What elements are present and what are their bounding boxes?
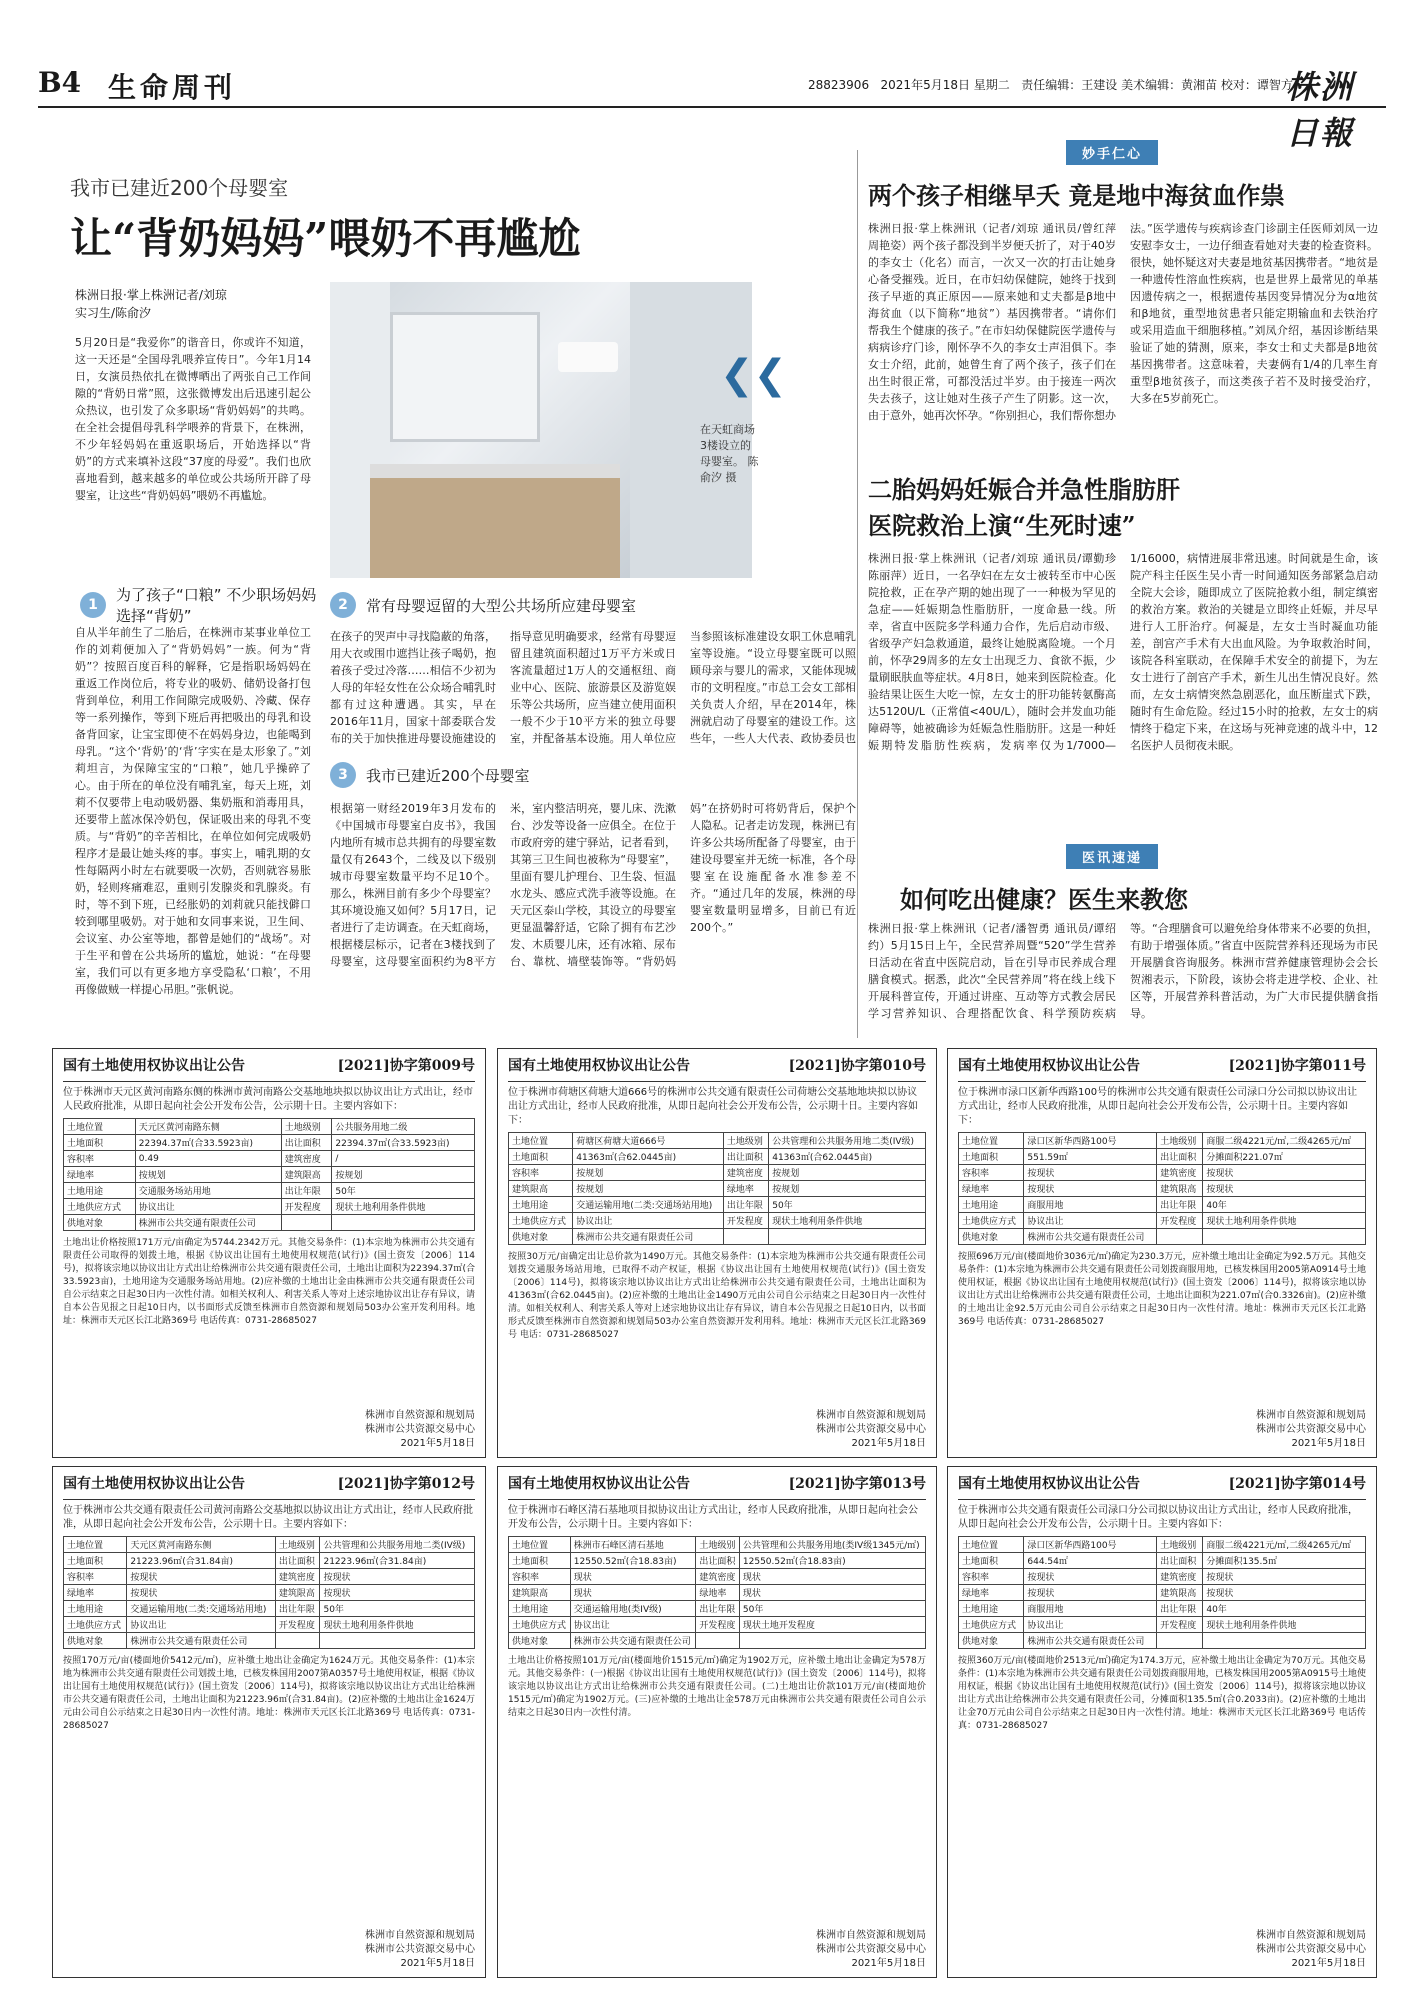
notice-cell: 绿地率: [64, 1585, 127, 1601]
notice-row: [959, 1601, 1366, 1617]
notice-row: [509, 1133, 926, 1149]
notice-cell: 41363㎡(合62.0445亩): [769, 1149, 926, 1165]
notice-cell: 株洲市公共交通有限责任公司: [570, 1633, 696, 1649]
notice-row: [64, 1151, 475, 1167]
story4-headline: 如何吃出健康？医生来教您: [900, 885, 1188, 914]
notice-cell: 土地位置: [509, 1133, 573, 1149]
notice-row: [64, 1119, 475, 1135]
issue-date: 2021年5月18日 星期二: [880, 78, 1010, 92]
notice-cell: 渌口区新华西路100号: [1024, 1537, 1157, 1553]
subhead-3: 3 我市已建近200个母婴室: [330, 762, 530, 788]
column-divider: [857, 150, 858, 1038]
notice-cell: 土地面积: [64, 1135, 136, 1151]
number-badge-icon: 3: [330, 762, 356, 788]
notice-cell: 商服用地: [1024, 1601, 1157, 1617]
number-badge-icon: 1: [80, 592, 106, 618]
notice-signature: 株洲市自然资源和规划局 株洲市公共资源交易中心 2021年5月18日: [816, 1930, 926, 1969]
notice-cell: 株洲市公共交通有限责任公司: [573, 1229, 724, 1245]
notice-row: [959, 1197, 1366, 1213]
notice-cell: 建筑限高: [509, 1585, 571, 1601]
notice-cell: 出让面积: [275, 1553, 320, 1569]
notice-cell: 建筑密度: [1157, 1569, 1203, 1585]
story4-body: 株洲日报·掌上株洲讯（记者/潘智勇 通讯员/谭绍约）5月15日上午，全民营养周暨“520”学生营养日活动在省直中医院启动，旨在引导市民养成合理膳食模式。据悉，此次“全民营养周”将在线上线下开展科普宣传，开通过讲座、互动等方式教会居民学习营养知识、合理搭配饮食、科学预防疾病等。“合理膳食可以避免给身体带来不必要的负担，有助于增强体质。”省直中医院营养科还现场为市民开展膳食咨询服务。株洲市营养健康管理协会会长贺湘表示，下阶段，该协会将走进学校、企业、社区等，开展营养科普活动，为广大市民提供膳食指导。: [868, 922, 1378, 1020]
notice-cell: 建筑限高: [281, 1167, 332, 1183]
notice-row: [509, 1165, 926, 1181]
notice-row: [509, 1229, 926, 1245]
notice-cell: 建筑密度: [1157, 1165, 1203, 1181]
notice-signature: 株洲市自然资源和规划局 株洲市公共资源交易中心 2021年5月18日: [365, 1410, 475, 1449]
notice-cell: 交通运输用地(类IV级): [570, 1601, 696, 1617]
story3-body: 株洲日报·掌上株洲讯（记者/刘琼 通讯员/谭勤珍 陈丽萍）近日，一名孕妇在左女士被转至市中心医院抢救，正在孕产期的她出现了一一种极为罕见的急症——妊娠期急性脂肪肝，一度命悬一线。所幸，省直中医院多学科通力合作，先后启动市级、省级孕产妇急救通道，最终让她脱离险境。一个月前，怀孕29周多的左女士出现乏力、食欲不振，少量刷眠肤血等症状。4月8日，她来到医院检查。化验结果让医生大吃一惊，左女士的肝功能转氨酶高达5120U/L（正常值<40U/L），随时会并发血功能障碍等，她被确诊为妊娠急性脂肪肝。这是一种妊娠期特发脂肪性疾病，发病率仅为1/7000—1/16000，病情进展非常迅速。时间就是生命，该院产科主任医生吴小青一时间通知医务部紧急启动全院大会诊，随即成立了医院抢救小组，制定缜密的救治方案。救治的关键是立即终止妊娠，并尽早进行人工肝治疗。何凝是，左女士当时凝血功能差，剖宫产手术有大出血风险。为争取救治时间，该院各科室联动，在保障手术安全的前提下，为左女士进行了剖宫产手术，新生儿出生情况良好。然而，左女士病情突然急剧恶化，血压断崖式下跌，随时有生命危险。经过15小时的抢救，左女士的病情终于稳定下来，在这场与死神竞速的战斗中，12名医护人员彻夜未眠。: [868, 552, 1378, 752]
notice-title: 国有土地使用权协议出让公告: [63, 1476, 245, 1492]
notice-cell: [281, 1215, 332, 1231]
notice-title: 国有土地使用权协议出让公告: [958, 1476, 1140, 1492]
notice-code: [2021]协字第010号: [788, 1058, 926, 1074]
notice-cell: 容积率: [959, 1569, 1024, 1585]
notice-signature: 株洲市自然资源和规划局 株洲市公共资源交易中心 2021年5月18日: [365, 1930, 475, 1969]
land-notice-2: [497, 1048, 937, 1458]
notice-cell: 现状土地开发程度: [739, 1617, 925, 1633]
notice-row: [959, 1633, 1366, 1649]
notice-title-bar: [958, 1055, 1366, 1082]
notice-cell: 土地面积: [509, 1149, 573, 1165]
notice-cell: 现状: [739, 1585, 925, 1601]
notice-cell: 土地用途: [509, 1601, 571, 1617]
notice-cell: 建筑密度: [723, 1165, 768, 1181]
notice-cell: 土地位置: [509, 1537, 571, 1553]
notice-cell: 按现状: [1203, 1569, 1366, 1585]
notice-cell: 建筑限高: [509, 1181, 573, 1197]
notice-cell: 绿地率: [64, 1167, 136, 1183]
notice-cell: 土地面积: [959, 1149, 1024, 1165]
notice-row: [509, 1537, 926, 1553]
notice-cell: 现状土地利用条件供地: [320, 1617, 475, 1633]
notice-cell: 按现状: [320, 1569, 475, 1585]
notice-cell: 按现状: [1203, 1585, 1366, 1601]
lead-kicker: 我市已建近200个母婴室: [70, 176, 289, 200]
notice-cell: 按现状: [320, 1585, 475, 1601]
notice-cell: 12550.52㎡(合18.83亩): [570, 1553, 696, 1569]
notice-cell: 株洲市公共交通有限责任公司: [135, 1215, 281, 1231]
notice-cell: 现状土地利用条件供地: [1203, 1213, 1366, 1229]
notice-cell: 50年: [332, 1183, 475, 1199]
notice-row: [959, 1553, 1366, 1569]
notice-cell: 土地级别: [1157, 1537, 1203, 1553]
notice-cell: 公共管理和公共服务用地二类(IV级): [320, 1537, 475, 1553]
notice-cell: 土地供应方式: [64, 1199, 136, 1215]
notice-table: [63, 1118, 475, 1231]
notice-cell: 株洲市石峰区清石基地: [570, 1537, 696, 1553]
notice-cell: 绿地率: [696, 1585, 740, 1601]
notice-cell: 按现状: [1203, 1165, 1366, 1181]
notice-row: [64, 1183, 475, 1199]
notice-table: [958, 1132, 1366, 1245]
notice-cell: [696, 1633, 740, 1649]
notice-cell: 出让面积: [1157, 1149, 1203, 1165]
notice-row: [509, 1569, 926, 1585]
notice-cell: 41363㎡(合62.0445亩): [573, 1149, 724, 1165]
notice-cell: [320, 1633, 475, 1649]
notice-signature: 株洲市自然资源和规划局 株洲市公共资源交易中心 2021年5月18日: [1256, 1410, 1366, 1449]
notice-cell: 商服用地: [1024, 1197, 1157, 1213]
notice-row: [64, 1569, 475, 1585]
notice-cell: 供地对象: [509, 1229, 573, 1245]
notice-cell: 出让面积: [696, 1553, 740, 1569]
subhead-1: 1 为了孩子“口粮” 不少职场妈妈选择“背奶”: [80, 584, 320, 626]
notice-row: [959, 1133, 1366, 1149]
notice-table: [508, 1536, 926, 1649]
notice-signature: 株洲市自然资源和规划局 株洲市公共资源交易中心 2021年5月18日: [1256, 1930, 1366, 1969]
notice-cell: 出让面积: [281, 1135, 332, 1151]
notice-row: [959, 1569, 1366, 1585]
notice-cell: 12550.52㎡(合18.83亩): [739, 1553, 925, 1569]
notice-cell: 土地位置: [64, 1537, 127, 1553]
notice-body: 按照170万元/亩(楼面地价5412元/㎡)，应补缴土地出让金确定为1624万元。其他交易条件：(1)本宗地为株洲市公共交通有限责任公司划拨土地，已核发株国用2007第A0357号土地使用权证，根据《协议出让国有土地使用权规范(试行)》(国土资发〔2006〕114号)，拟将该宗地以协议出让方式出让给株洲市公共交通有限责任公司，土地出让面积为21223.96㎡(合31.84亩)。(2)应补缴的土地出让金1624万元由公司自公示结束之日起30日内一次性付清。地址：株洲市天元区长江北路369号 电话传真：0731-28685027: [63, 1656, 475, 1731]
notice-cell: 出让年限: [696, 1601, 740, 1617]
notice-table: [63, 1536, 475, 1649]
notice-cell: 供地对象: [64, 1215, 136, 1231]
number-badge-icon: 2: [330, 592, 356, 618]
notice-cell: 按现状: [127, 1569, 276, 1585]
notice-cell: 协议出让: [127, 1617, 276, 1633]
notice-cell: [275, 1633, 320, 1649]
notice-cell: 现状: [570, 1585, 696, 1601]
page-header: [38, 60, 1386, 152]
land-notice-4: [52, 1466, 486, 1978]
notice-cell: 渌口区新华西路100号: [1024, 1133, 1157, 1149]
notice-cell: 土地级别: [281, 1119, 332, 1135]
notice-table: [508, 1132, 926, 1245]
notice-code: [2021]协字第013号: [788, 1476, 926, 1492]
notice-cell: 土地级别: [1157, 1133, 1203, 1149]
notice-intro: 位于株洲市天元区黄河南路东侧的株洲市黄河南路公交基地地块拟以协议出让方式出让，经市人民政府批准，从即日起向社会公开发布公告，公示期十日。主要内容如下：: [63, 1087, 473, 1112]
notice-cell: [723, 1229, 768, 1245]
notice-cell: 按规划: [573, 1165, 724, 1181]
notice-cell: 按现状: [1024, 1585, 1157, 1601]
notice-cell: 现状土地利用条件供地: [1203, 1617, 1366, 1633]
notice-cell: 551.59㎡: [1024, 1149, 1157, 1165]
notice-cell: 0.49: [135, 1151, 281, 1167]
notice-cell: 容积率: [509, 1569, 571, 1585]
notice-cell: 容积率: [64, 1151, 136, 1167]
notice-row: [959, 1537, 1366, 1553]
notice-cell: 土地用途: [64, 1183, 136, 1199]
notice-cell: 土地用途: [64, 1601, 127, 1617]
notice-cell: [1157, 1229, 1203, 1245]
notice-code: [2021]协字第009号: [337, 1058, 475, 1074]
notice-row: [64, 1585, 475, 1601]
lead-col-b: 在孩子的哭声中寻找隐蔽的角落，用大衣或围巾遮挡让孩子喝奶，抱着孩子受过冷落……相信不少初为人母的年轻女性在公众场合哺乳时都有过这种遭遇。其实，早在2016年11月，国家十部委联合发布的关于加快推进母婴设施建设的指导意见明确要求，经常有母婴逗留且建筑面积超过1万平方米或日客流量超过1万人的交通枢纽、商业中心、医院、旅游景区及游览娱乐等公共场所，应当建立使用面积一般不少于10平方米的独立母婴室，并配备基本设施。用人单位应当参照该标准建设女职工休息哺乳室等设施。“设立母婴室既可以照顾母亲与婴儿的需求，又能体现城市的文明程度。”市总工会女工部相关负责人介绍，早在2014年，株洲就启动了母婴室的建设工作。这些年，一些人大代表、政协委员也: [330, 630, 856, 745]
notice-row: [959, 1149, 1366, 1165]
notice-cell: 按规划: [135, 1167, 281, 1183]
notice-title-bar: [63, 1055, 475, 1082]
notice-row: [64, 1199, 475, 1215]
notice-row: [64, 1553, 475, 1569]
notice-cell: 协议出让: [1024, 1617, 1157, 1633]
notice-cell: 按现状: [127, 1585, 276, 1601]
notice-cell: 供地对象: [509, 1633, 571, 1649]
notice-row: [509, 1197, 926, 1213]
notice-cell: 容积率: [64, 1569, 127, 1585]
notice-cell: [1203, 1229, 1366, 1245]
section-tag: 妙手仁心: [1066, 140, 1158, 165]
story2-headline: 两个孩子相继早夭 竟是地中海贫血作祟: [868, 181, 1285, 210]
story3-headline-1: 二胎妈妈妊娠合并急性脂肪肝: [868, 475, 1180, 504]
notice-cell: 容积率: [959, 1165, 1024, 1181]
notice-cell: 土地位置: [64, 1119, 136, 1135]
notice-row: [509, 1213, 926, 1229]
notice-cell: 株洲市公共交通有限责任公司: [127, 1633, 276, 1649]
notice-code: [2021]协字第014号: [1228, 1476, 1366, 1492]
notice-cell: 40年: [1203, 1197, 1366, 1213]
notice-cell: 50年: [769, 1197, 926, 1213]
notice-cell: 按现状: [1024, 1569, 1157, 1585]
notice-body: 土地出让价格按照101万元/亩(楼面地价1515元/㎡)确定为1902万元，应补缴土地出让金确定为578万元。其他交易条件：(一)根据《协议出让国有土地使用权规范(试行)》(国土资发〔2006〕114号)，拟将该宗地以协议出让方式出让给株洲市公共交通有限责任公司。(二)土地出让价款101万元/亩(楼面地价1515元/㎡)确定为1902万元。(三)应补缴的土地出让金578万元由株洲市公共交通有限责任公司自公示结束之日起30日内一次性付清。: [508, 1656, 926, 1718]
notice-cell: 按规划: [332, 1167, 475, 1183]
notice-cell: 土地面积: [64, 1553, 127, 1569]
notice-body: 按照30万元/亩确定出让总价款为1490万元。其他交易条件：(1)本宗地为株洲市公共交通有限责任公司划拨交通服务场站用地，已取得不动产权证，根据《协议出让国有土地使用权规范(试行)》(国土资发〔2006〕114号)，拟将该宗地以协议出让方式出让给株洲市公共交通有限责任公司，土地出让面积为41363㎡(合62.0445亩)。(2)应补缴的土地出让金1490万元由公司自公示结束之日起30日内一次性付清。如相关权利人、利害关系人等对上述宗地协议出让存有异议，请自本公告见报之日起10日内，以书面形式反馈至株洲市自然资源和规划局503办公室自然资源开发利用科。地址：株洲市天元区长江北路369号 电话：0731-28685027: [508, 1252, 926, 1340]
notice-row: [509, 1617, 926, 1633]
notice-cell: 供地对象: [959, 1229, 1024, 1245]
notice-cell: 株洲市公共交通有限责任公司: [1024, 1633, 1157, 1649]
notice-row: [64, 1633, 475, 1649]
notice-cell: 公共服务用地二级: [332, 1119, 475, 1135]
notice-cell: 现状: [570, 1569, 696, 1585]
notice-row: [509, 1585, 926, 1601]
subhead-2: 2 常有母婴逗留的大型公共场所应建母婴室: [330, 592, 636, 618]
notice-cell: 50年: [320, 1601, 475, 1617]
notice-cell: 商服二级4221元/㎡,二级4265元/㎡: [1203, 1537, 1366, 1553]
notice-cell: 土地级别: [723, 1133, 768, 1149]
notice-body: 按照360万元/亩(楼面地价2513元/㎡)确定为174.3万元，应补缴土地出让金确定为70万元。其他交易条件：(1)本宗地为株洲市公共交通有限责任公司划拨商服用地，已核发株国用2005第A0915号土地使用权证，根据《协议出让国有土地使用权规范(试行)》(国土资发〔2006〕114号)，拟将该宗地以协议出让方式出让给株洲市公共交通有限责任公司，分摊面积135.5㎡(合0.2033亩)。(2)应补缴的土地出让金70万元由公司自公示结束之日起30日内一次性付清。地址：株洲市天元区长江北路369号 电话传真：0731-28685027: [958, 1656, 1366, 1731]
notice-row: [509, 1149, 926, 1165]
notice-cell: 协议出让: [573, 1213, 724, 1229]
notice-row: [64, 1167, 475, 1183]
notice-code: [2021]协字第012号: [337, 1476, 475, 1492]
notice-cell: 开发程度: [723, 1213, 768, 1229]
notice-table: [958, 1536, 1366, 1649]
newspaper-logo: 株洲日報: [1286, 68, 1355, 152]
notice-cell: 出让年限: [275, 1601, 320, 1617]
notice-cell: [1203, 1633, 1366, 1649]
notice-row: [959, 1585, 1366, 1601]
lead-col-a: 自从半年前生了二胎后，在株洲市某事业单位工作的刘莉便加入了“背奶妈妈”一族。何为“背奶”？按照百度百科的解释，它是指职场妈妈在重返工作岗位后，将专业的吸奶、储奶设备打包背到单位，利用工作间隙完成吸奶、冷藏、保存等一系列操作，等到下班后再把吸出的母乳和设备背回家，让宝宝即使不在妈妈身边，也能喝到母乳。“这个‘背奶’的‘背’字实在是太形象了。”刘莉坦言，为保障宝宝的“口粮”，她几乎操碎了心。由于所在的单位没有哺乳室，每天上班，刘莉不仅要带上电动吸奶器、集奶瓶和消毒用具，还要带上蓝冰保冷奶包，保证吸出来的母乳不变质。与“背奶”的辛苦相比，在单位如何完成吸奶程序才是最让她头疼的事。事实上，哺乳期的女性每隔两小时左右就要吸一次奶，否则就容易胀奶，轻则疼痛难忍，重则引发腺炎和乳腺炎。有时，等不到下班，已经胀奶的刘莉就只能找僻口较到哪里吸奶。对于她和女同事来说，卫生间、会议室、办公室等地，都曾是她们的“战场”。对于生平和曾在公共场所的尴尬，她说：“在母婴室，我们可以有更多地方享受隐私‘口粮’，不用再像做贼一样提心吊胆。”张帆说。: [75, 626, 311, 996]
notice-cell: 开发程度: [275, 1617, 320, 1633]
notice-row: [509, 1181, 926, 1197]
notice-cell: 供地对象: [64, 1633, 127, 1649]
notice-cell: 土地位置: [959, 1537, 1024, 1553]
notice-cell: 绿地率: [959, 1585, 1024, 1601]
notice-cell: 协议出让: [135, 1199, 281, 1215]
notice-cell: 按规划: [769, 1165, 926, 1181]
notice-title: 国有土地使用权协议出让公告: [508, 1058, 690, 1074]
nursing-room-photo: [330, 282, 752, 578]
notice-cell: 21223.96㎡(合31.84亩): [127, 1553, 276, 1569]
notice-cell: 按现状: [1024, 1165, 1157, 1181]
story2-body: 株洲日报·掌上株洲讯（记者/刘琼 通讯员/曾红萍 周艳姿）两个孩子都没到半岁便夭折了，对于40岁的李女士（化名）而言，一次又一次的打击让她身心备受摧残。近日，在市妇幼保健院，她终于找到孩子早逝的真正原因——原来她和丈夫都是β地中海贫血（以下简称“地贫”）基因携带者。“请你们帮我生个健康的孩子。”在市妇幼保健院医学遗传与病病诊疗门诊，刚怀孕不久的李女士声泪俱下。李女士介绍，此前，她曾生育了两个孩子，孩子们在出生时很正常，可都没活过半岁。由于接连一两次失去孩子，这让她对生孩子产生了阴影。这一次，由于意外，她再次怀孕。“你别担心，我们帮你想办法。”医学遗传与疾病诊查门诊副主任医师刘凤一边安慰李女士，一边仔细查看她对夫妻的检查资料。很快，她怀疑这对夫妻是地贫基因携带者。“地贫是一种遗传性溶血性疾病，也是世界上最常见的单基因遗传病之一，根据遗传基因变异情况分为α地贫和β地贫，重型地贫患者只能定期输血和去铁治疗或采用造血干细胞移植。”刘凤介绍，基因诊断结果验证了她的猜测，原来，李女士和丈夫都是β地贫基因携带者。这意味着，夫妻俩有1/4的几率生育重型β地贫孩子，而这类孩子若不及时接受治疗，大多在5岁前死亡。: [868, 222, 1378, 422]
notice-cell: 50年: [739, 1601, 925, 1617]
notice-intro: 位于株洲市石峰区清石基地项目拟协议出让方式出让，经市人民政府批准，从即日起向社会公开发布公告，公示期十日。主要内容如下：: [508, 1505, 918, 1530]
notice-cell: 土地级别: [275, 1537, 320, 1553]
notice-cell: 绿地率: [723, 1181, 768, 1197]
notice-cell: 建筑密度: [696, 1569, 740, 1585]
notice-cell: 现状土地利用条件供地: [769, 1213, 926, 1229]
notice-cell: 建筑限高: [275, 1585, 320, 1601]
notice-cell: [769, 1229, 926, 1245]
notice-row: [959, 1165, 1366, 1181]
story3-headline-2: 医院救治上演“生死时速”: [868, 511, 1136, 540]
notice-cell: 开发程度: [281, 1199, 332, 1215]
chevron-left-icon: ❮❮: [720, 352, 788, 398]
photo-caption: 在天虹商场3楼设立的母婴室。 陈俞汐 摄: [700, 423, 759, 484]
header-meta: [808, 76, 1293, 93]
notice-cell: 土地面积: [959, 1553, 1024, 1569]
notice-cell: [739, 1633, 925, 1649]
notice-row: [64, 1135, 475, 1151]
notice-cell: 天元区黄河南路东侧: [127, 1537, 276, 1553]
notice-cell: 商服二级4221元/㎡,二级4265元/㎡: [1203, 1133, 1366, 1149]
notice-title-bar: [508, 1055, 926, 1082]
notice-title: 国有土地使用权协议出让公告: [958, 1058, 1140, 1074]
notice-cell: 土地供应方式: [959, 1213, 1024, 1229]
land-notice-3: [947, 1048, 1377, 1458]
notice-cell: 公共管理和公共服务用地二类(IV级): [769, 1133, 926, 1149]
notice-cell: 土地供应方式: [509, 1213, 573, 1229]
section-name: 生命周刊: [108, 71, 237, 104]
notice-cell: 公共管理和公共服务用地(类IV级1345元/㎡): [739, 1537, 925, 1553]
notice-cell: 644.54㎡: [1024, 1553, 1157, 1569]
land-notice-6: [947, 1466, 1377, 1978]
notice-cell: 土地供应方式: [959, 1617, 1024, 1633]
notice-intro: 位于株洲市公共交通有限责任公司黄河南路公交基地拟以协议出让方式出让，经市人民政府批准，从即日起向社会公开发布公告，公示期十日。主要内容如下：: [63, 1505, 473, 1530]
notice-cell: 容积率: [509, 1165, 573, 1181]
notice-cell: 建筑限高: [1157, 1585, 1203, 1601]
land-notice-1: [52, 1048, 486, 1458]
notice-intro: 位于株洲市公共交通有限责任公司渌口分公司拟以协议出让方式出让，经市人民政府批准，从即日起向社会公开发布公告，公示期十日。主要内容如下：: [958, 1505, 1358, 1530]
notice-cell: 分摊面积135.5㎡: [1203, 1553, 1366, 1569]
notice-cell: 土地位置: [959, 1133, 1024, 1149]
notice-cell: 开发程度: [1157, 1617, 1203, 1633]
notice-cell: 交通服务场站用地: [135, 1183, 281, 1199]
notice-row: [959, 1181, 1366, 1197]
section-tag: 医讯速递: [1066, 844, 1158, 869]
notice-cell: [332, 1215, 475, 1231]
notice-title: 国有土地使用权协议出让公告: [508, 1476, 690, 1492]
editor-line: 责任编辑：王建设 美术编辑：黄湘苗 校对：谭智方: [1021, 78, 1293, 92]
notice-cell: 交通运输用地(二类:交通场站用地): [573, 1197, 724, 1213]
notice-cell: 出让年限: [281, 1183, 332, 1199]
notice-row: [509, 1633, 926, 1649]
notice-cell: 出让年限: [1157, 1197, 1203, 1213]
notice-cell: 荷塘区荷塘大道666号: [573, 1133, 724, 1149]
notice-cell: 21223.96㎡(合31.84亩): [320, 1553, 475, 1569]
notice-cell: 协议出让: [570, 1617, 696, 1633]
notice-cell: 土地供应方式: [64, 1617, 127, 1633]
notice-title-bar: [63, 1473, 475, 1500]
notice-cell: 天元区黄河南路东侧: [135, 1119, 281, 1135]
notice-cell: 出让年限: [1157, 1601, 1203, 1617]
notice-row: [959, 1617, 1366, 1633]
notice-cell: 现状土地利用条件供地: [332, 1199, 475, 1215]
notice-title-bar: [508, 1473, 926, 1500]
notice-body: 按照696万元/亩(楼面地价3036元/㎡)确定为230.3万元，应补缴土地出让金确定为92.5万元。其他交易条件：(1)本宗地为株洲市公共交通有限责任公司划拨商服用地，已核发株国用2005第A0914号土地使用权证，根据《协议出让国有土地使用权规范(试行)》(国土资发〔2006〕114号)，拟将该宗地以协议出让方式出让给株洲市公共交通有限责任公司，土地出让面积为221.07㎡(合0.3326亩)。(2)应补缴的土地出让金92.5万元由公司自公示结束之日起30日内一次性付清。地址：株洲市天元区长江北路369号 电话传真：0731-28685027: [958, 1252, 1366, 1327]
notice-intro: 位于株洲市荷塘区荷塘大道666号的株洲市公共交通有限责任公司荷塘公交基地地块拟以协议出让方式出让，经市人民政府批准，从即日起向社会公开发布公告，公示期十日。主要内容如下：: [508, 1087, 918, 1126]
notice-cell: 分摊面积221.07㎡: [1203, 1149, 1366, 1165]
phone-number: 28823906: [808, 78, 870, 92]
notice-cell: 土地面积: [509, 1553, 571, 1569]
notice-row: [64, 1601, 475, 1617]
notice-row: [959, 1229, 1366, 1245]
notice-intro: 位于株洲市渌口区新华西路100号的株洲市公共交通有限责任公司渌口分公司拟以协议出让方式出让，经市人民政府批准，从即日起向社会公开发布公告，公示期十日。主要内容如下：: [958, 1087, 1358, 1126]
notice-cell: 开发程度: [1157, 1213, 1203, 1229]
notice-row: [64, 1617, 475, 1633]
notice-cell: 土地用途: [959, 1601, 1024, 1617]
notice-cell: 绿地率: [959, 1181, 1024, 1197]
land-notice-5: [497, 1466, 937, 1978]
notice-signature: 株洲市自然资源和规划局 株洲市公共资源交易中心 2021年5月18日: [816, 1410, 926, 1449]
notice-cell: /: [332, 1151, 475, 1167]
lead-intro: 5月20日是“我爱你”的谐音日，你或许不知道，这一天还是“全国母乳喂养宣传日”。今年1月14日，女演员热依扎在微博晒出了两张自己工作间隙的“背奶日常”照，这张微博发出后迅速引起公众热议，也引发了众多职场“背奶妈妈”的共鸣。在全社会提倡母乳科学喂养的背景下，在株洲，不少年轻妈妈在重返职场后，开始选择以“背奶”的方式来填补这段“37度的母爱”。我们也欣喜地看到，越来越多的单位或公共场所开辟了母婴室，让这些“背奶妈妈”喂奶不再尴尬。: [75, 336, 311, 502]
notice-cell: 22394.37㎡(合33.5923亩): [135, 1135, 281, 1151]
notice-row: [959, 1213, 1366, 1229]
notice-title: 国有土地使用权协议出让公告: [63, 1058, 245, 1074]
notice-cell: 出让面积: [1157, 1553, 1203, 1569]
notice-cell: 土地用途: [959, 1197, 1024, 1213]
notice-cell: 现状: [739, 1569, 925, 1585]
notice-cell: [1157, 1633, 1203, 1649]
notice-row: [64, 1537, 475, 1553]
notice-cell: 土地用途: [509, 1197, 573, 1213]
notice-cell: 土地供应方式: [509, 1617, 571, 1633]
notice-cell: 供地对象: [959, 1633, 1024, 1649]
notice-cell: 按现状: [1203, 1181, 1366, 1197]
section-number: B4: [38, 66, 82, 99]
notice-cell: 40年: [1203, 1601, 1366, 1617]
notice-row: [64, 1215, 475, 1231]
notice-cell: 按现状: [1024, 1181, 1157, 1197]
notice-cell: 按规划: [573, 1181, 724, 1197]
notice-cell: 22394.37㎡(合33.5923亩): [332, 1135, 475, 1151]
notice-cell: 土地级别: [696, 1537, 740, 1553]
notice-cell: 株洲市公共交通有限责任公司: [1024, 1229, 1157, 1245]
notice-cell: 建筑限高: [1157, 1181, 1203, 1197]
notice-cell: 建筑密度: [275, 1569, 320, 1585]
notice-cell: 建筑密度: [281, 1151, 332, 1167]
notice-code: [2021]协字第011号: [1228, 1058, 1366, 1074]
notice-row: [509, 1553, 926, 1569]
lead-headline: 让“背奶妈妈”喂奶不再尴尬: [70, 214, 581, 263]
notice-title-bar: [958, 1473, 1366, 1500]
notice-row: [509, 1601, 926, 1617]
notice-cell: 出让年限: [723, 1197, 768, 1213]
lead-col-c: 根据第一财经2019年3月发布的《中国城市母婴室白皮书》，我国内地所有城市总共拥有的母婴室数量仅有2643个，二线及以下级别城市母婴室数量平均不足10个。那么，株洲目前有多少个母婴室？其环境设施又如何？5月17日，记者进行了走访调查。在天虹商场，根据楼层标示，记者在3楼找到了母婴室，这母婴室面积约为8平方米，室内整洁明亮，婴儿床、洗漱台、沙发等设备一应俱全。在位于市政府旁的建宁驿站，记者看到，其第三卫生间也被称为“母婴室”，里面有婴儿护理台、卫生袋、恒温水龙头、感应式洗手液等设施。在天元区泰山学校，其设立的母婴室更显温馨舒适，它除了拥有布艺沙发、木质婴儿床，还有冰箱、尿布台、靠枕、墙壁装饰等。“背奶妈妈”在挤奶时可将奶背后，保护个人隐私。记者走访发现，株洲已有许多公共场所配备了母婴室，由于建设母婴室并无统一标准，各个母婴室在设施配备水准参差不齐。“通过几年的发展，株洲的母婴室数量明显增多，目前已有近200个。”: [330, 802, 856, 968]
notice-cell: 开发程度: [696, 1617, 740, 1633]
notice-cell: 交通运输用地(二类:交通场站用地): [127, 1601, 276, 1617]
notice-cell: 按规划: [769, 1181, 926, 1197]
notice-body: 土地出让价格按照171万元/亩确定为5744.2342万元。其他交易条件：(1)本宗地为株洲市公共交通有限责任公司取得的划拨土地，根据《协议出让国有土地使用权规范(试行)》(国土资发〔2006〕114号)，拟将该宗地以协议出让方式出让给株洲市公共交通有限责任公司，土地出让面积为22394.37㎡(合33.5923亩)，土地用途为交通服务场站用地。(2)应补缴的土地出让金由株洲市公共交通有限责任公司自公示结束之日起30日内一次性付清。如相关权利人、利害关系人等对上述宗地协议出让存有异议，请自本公告见报之日起10日内，以书面形式反馈至株洲市自然资源和规划局503办公室开发利用科。地址：株洲市天元区长江北路369号 电话传真：0731-28685027: [63, 1238, 475, 1326]
notice-cell: 协议出让: [1024, 1213, 1157, 1229]
notice-cell: 出让面积: [723, 1149, 768, 1165]
lead-byline: 株洲日报·掌上株洲记者/刘琼 实习生/陈俞汐: [75, 288, 227, 320]
